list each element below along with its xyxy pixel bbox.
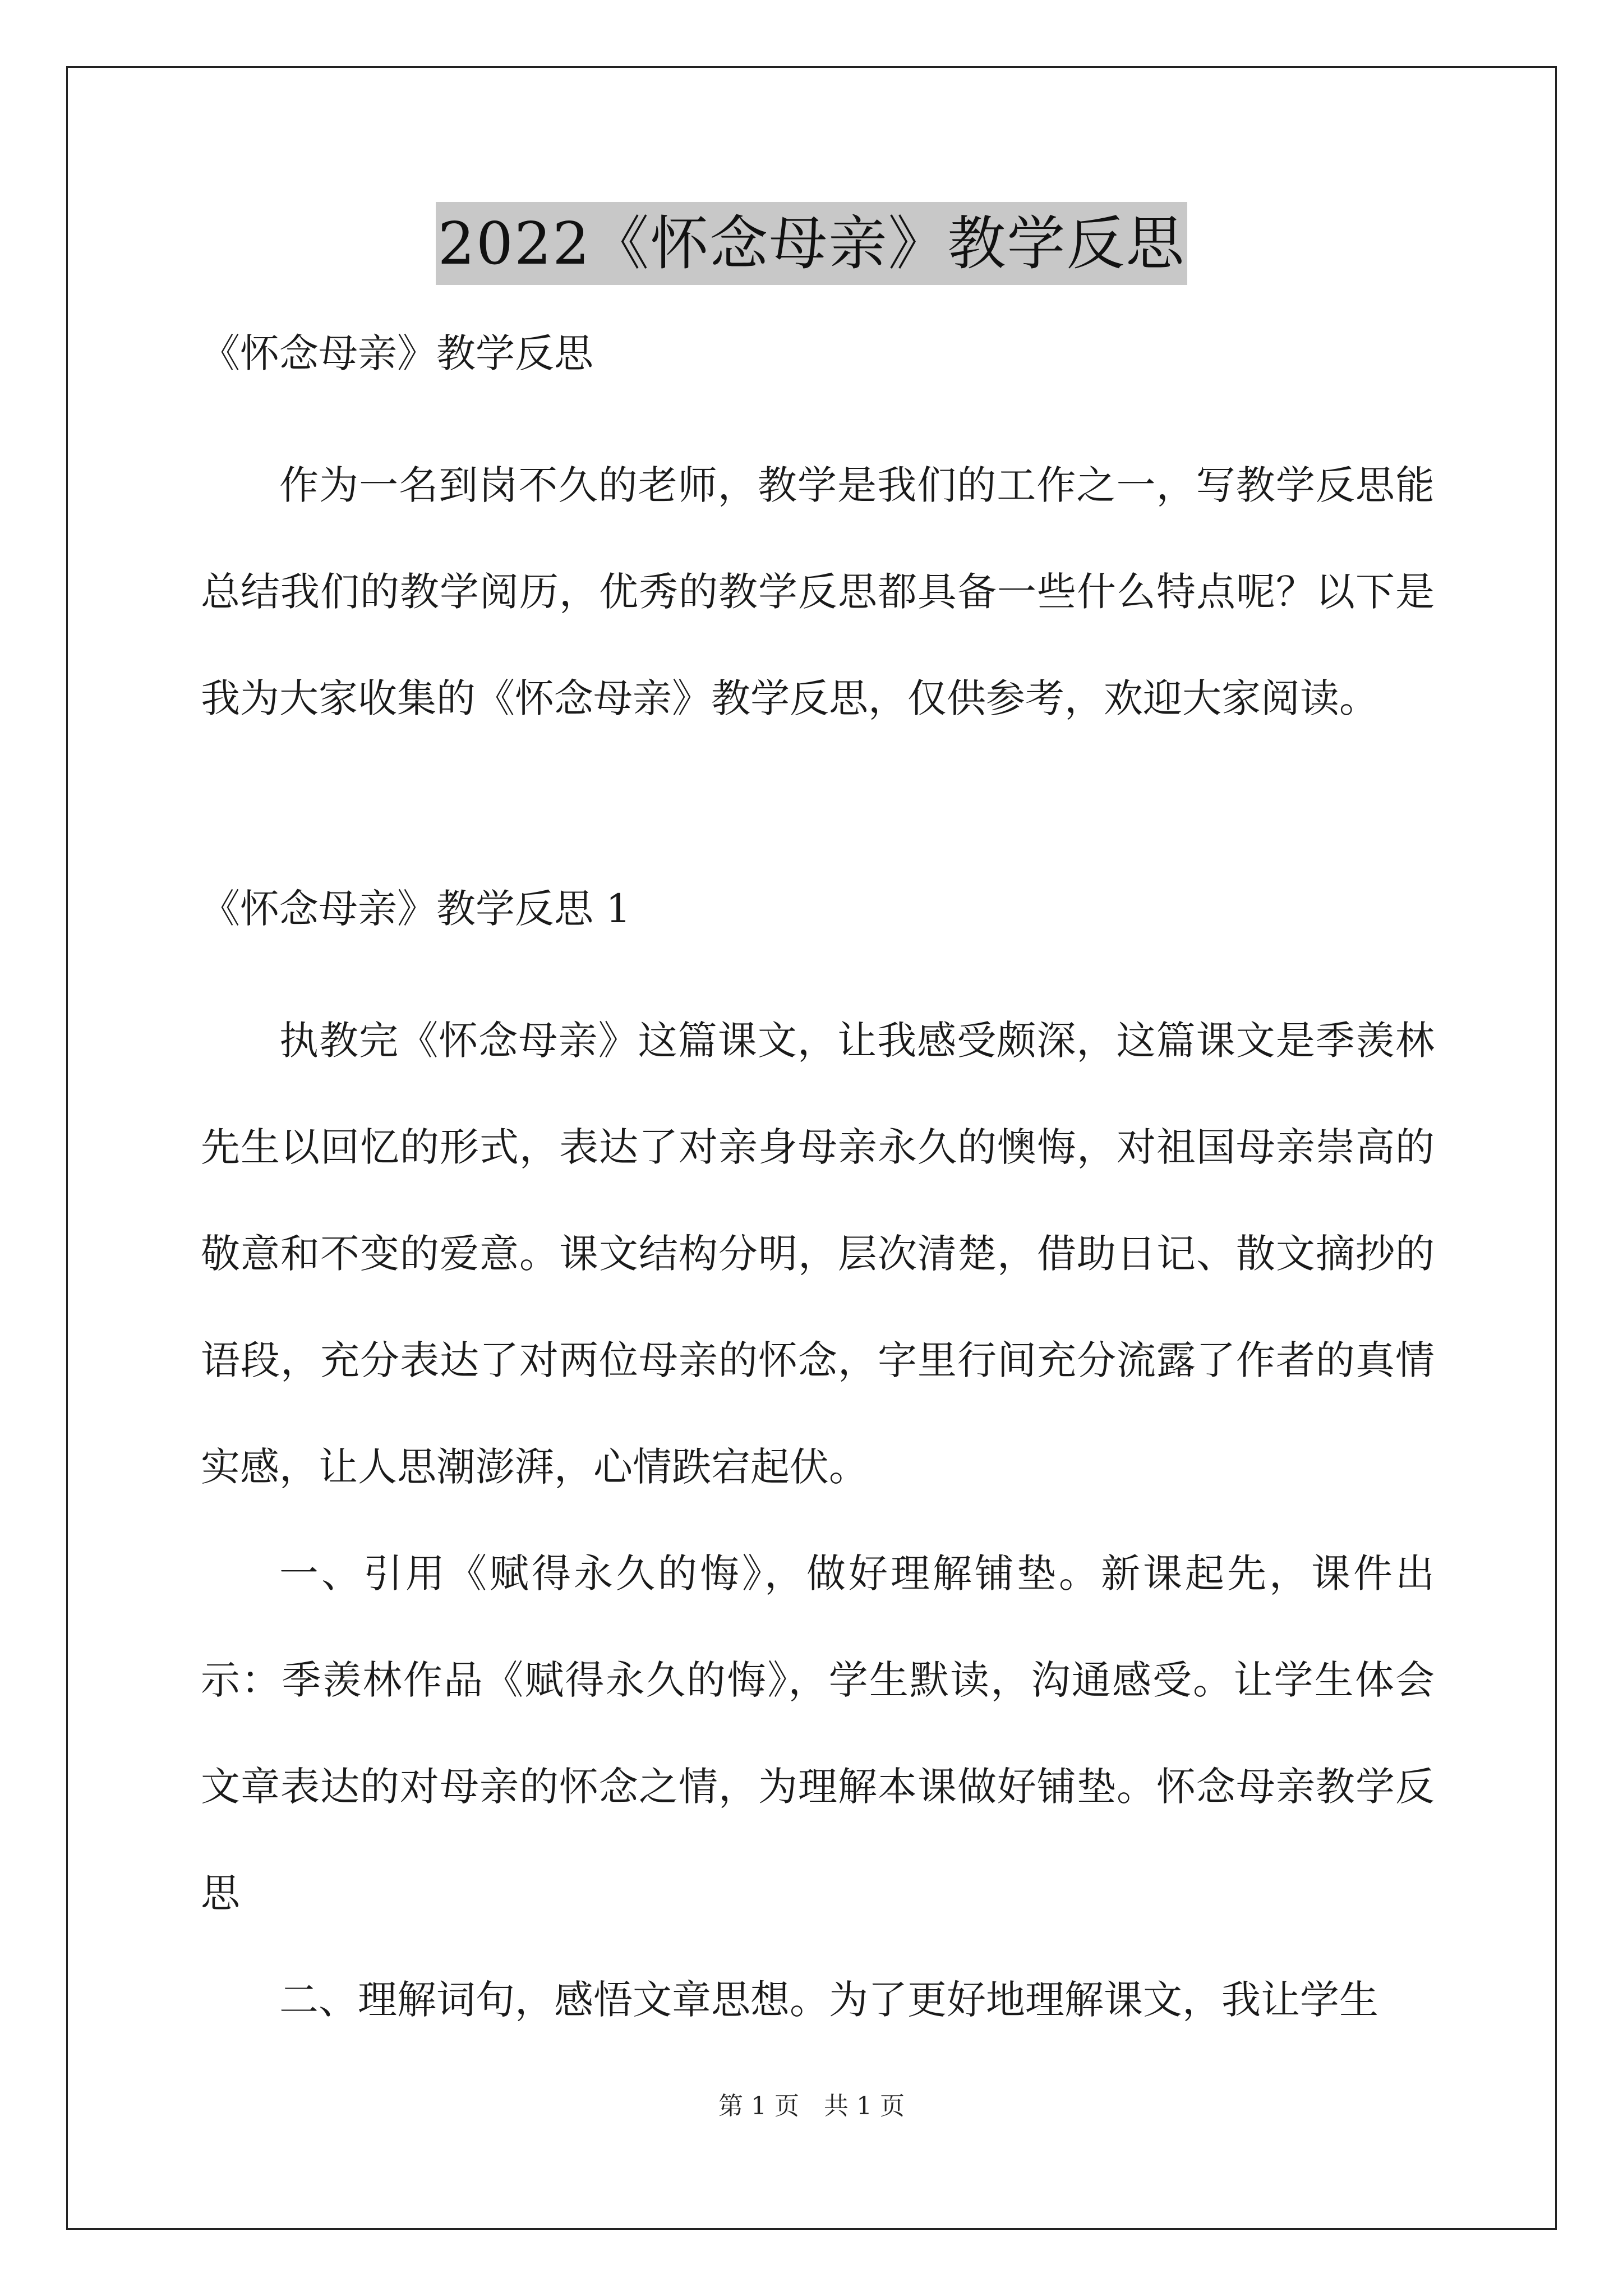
page-footer: 第 1 页 共 1 页 — [718, 2092, 905, 2120]
title-wrap — [0, 202, 1623, 285]
body-paragraph: 一、引用《赋得永久的悔》，做好理解铺垫。新课起先，课件出示：季羡林作品《赋得永久的悔》，学生默读，沟通感受。让学生体会文章表达的对母亲的怀念之情，为理解本课做好铺垫。怀念母亲教学反思 — [201, 1550, 1435, 1916]
document-body — [201, 325, 1435, 2053]
document-subtitle: 《怀念母亲》教学反思 — [201, 330, 593, 376]
document-title: 2022《怀念母亲》教学反思 — [436, 202, 1188, 285]
body-paragraph: 执教完《怀念母亲》这篇课文，让我感受颇深，这篇课文是季羡林先生以回忆的形式，表达了对亲身母亲永久的懊悔，对祖国母亲崇高的敬意和不变的爱意。课文结构分明，层次清楚，借助日记、散文摘抄的语段，充分表达了对两位母亲的怀念，字里行间充分流露了作者的真情实感，让人思潮澎湃，心情跌宕起伏。 — [201, 1018, 1435, 1490]
section-heading: 《怀念母亲》教学反思 1 — [201, 886, 631, 932]
intro-paragraph: 作为一名到岗不久的老师，教学是我们的工作之一，写教学反思能总结我们的教学阅历，优秀的教学反思都具备一些什么特点呢？以下是我为大家收集的《怀念母亲》教学反思，仅供参考，欢迎大家阅读。 — [201, 462, 1435, 721]
body-paragraph: 二、理解词句，感悟文章思想。为了更好地理解课文，我让学生 — [279, 1977, 1378, 2023]
